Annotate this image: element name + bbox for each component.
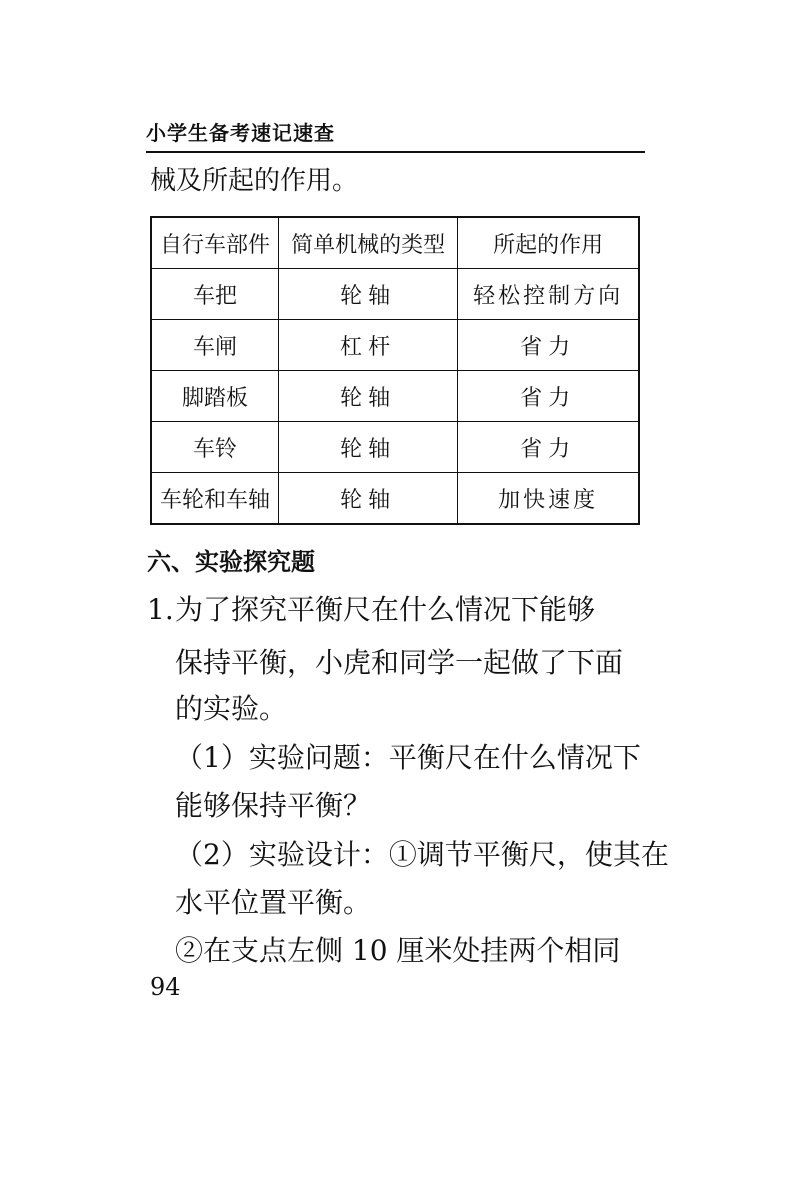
table-row (151, 371, 639, 422)
cell-part: 车轮和车轴 (151, 473, 279, 525)
cell-type: 轮轴 (279, 473, 458, 525)
cell-part: 车把 (151, 269, 279, 320)
header-rule (146, 151, 645, 153)
cell-part: 车闸 (151, 320, 279, 371)
cell-type: 杠杆 (279, 320, 458, 371)
section-title: 六、实验探究题 (147, 548, 315, 576)
question-number: 1. (147, 593, 174, 626)
cell-function: 省力 (458, 320, 639, 371)
question-line: 水平位置平衡。 (175, 886, 372, 919)
cell-part: 车铃 (151, 422, 279, 473)
cell-function: 省力 (458, 422, 639, 473)
header-cell-function: 所起的作用 (458, 217, 639, 269)
cell-part: 脚踏板 (151, 371, 279, 422)
question-line: （2）实验设计：①调节平衡尺，使其在 (175, 838, 669, 871)
question-line: 为了探究平衡尺在什么情况下能够 (175, 593, 596, 626)
question-line: 的实验。 (175, 692, 288, 725)
table-row (151, 320, 639, 371)
table-row (151, 422, 639, 473)
question-line: （1）实验问题：平衡尺在什么情况下 (175, 741, 641, 774)
header-cell-part: 自行车部件 (151, 217, 279, 269)
running-header: 小学生备考速记速查 (146, 121, 335, 145)
intro-text: 械及所起的作用。 (150, 166, 359, 196)
bicycle-parts-table (150, 216, 640, 525)
cell-function: 加快速度 (458, 473, 639, 525)
table-row (151, 269, 639, 320)
header-cell-type: 简单机械的类型 (279, 217, 458, 269)
cell-type: 轮轴 (279, 269, 458, 320)
table-row (151, 473, 639, 525)
question-line: ②在支点左侧 10 厘米处挂两个相同 (175, 934, 621, 967)
cell-type: 轮轴 (279, 371, 458, 422)
question-line: 保持平衡，小虎和同学一起做了下面 (175, 646, 624, 679)
cell-type: 轮轴 (279, 422, 458, 473)
cell-function: 轻松控制方向 (458, 269, 639, 320)
question-line: 能够保持平衡？ (175, 789, 372, 822)
cell-function: 省力 (458, 371, 639, 422)
table-header-row (151, 217, 639, 269)
page-number: 94 (150, 973, 181, 1001)
